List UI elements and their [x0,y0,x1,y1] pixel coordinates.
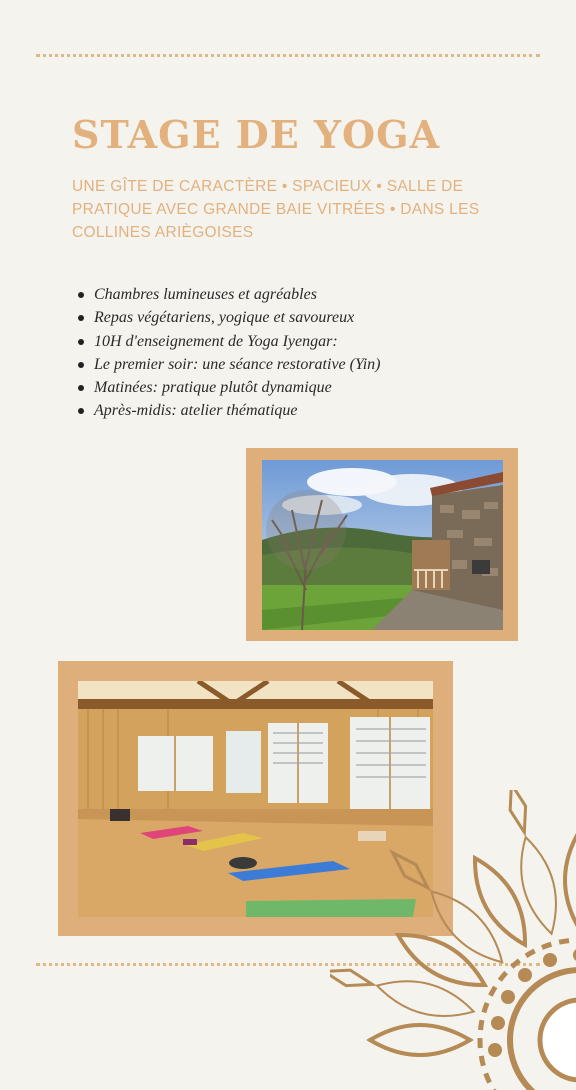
dotted-divider-top [36,54,540,57]
page-title: STAGE DE YOGA [72,112,441,157]
photo-frame-house [246,448,518,641]
stone-house-photo [262,460,503,630]
feature-item: Repas végétariens, yogique et savoureux [94,306,380,329]
feature-item: Matinées: pratique plutôt dynamique [94,376,380,399]
feature-item: 10H d'enseignement de Yoga Iyengar: [94,330,380,353]
mandala-ornament [330,790,576,1090]
feature-item: Chambres lumineuses et agréables [94,283,380,306]
page-subtitle: UNE GÎTE DE CARACTÈRE • SPACIEUX • SALLE DE PRATIQUE AVEC GRANDE BAIE VITRÉES • DANS LES COLLINES ARIÈGOISES [72,178,480,241]
feature-item: Le premier soir: une séance restorative (Yin) [94,353,380,376]
feature-item: Après-midis: atelier thématique [94,399,380,422]
feature-list [72,283,380,423]
